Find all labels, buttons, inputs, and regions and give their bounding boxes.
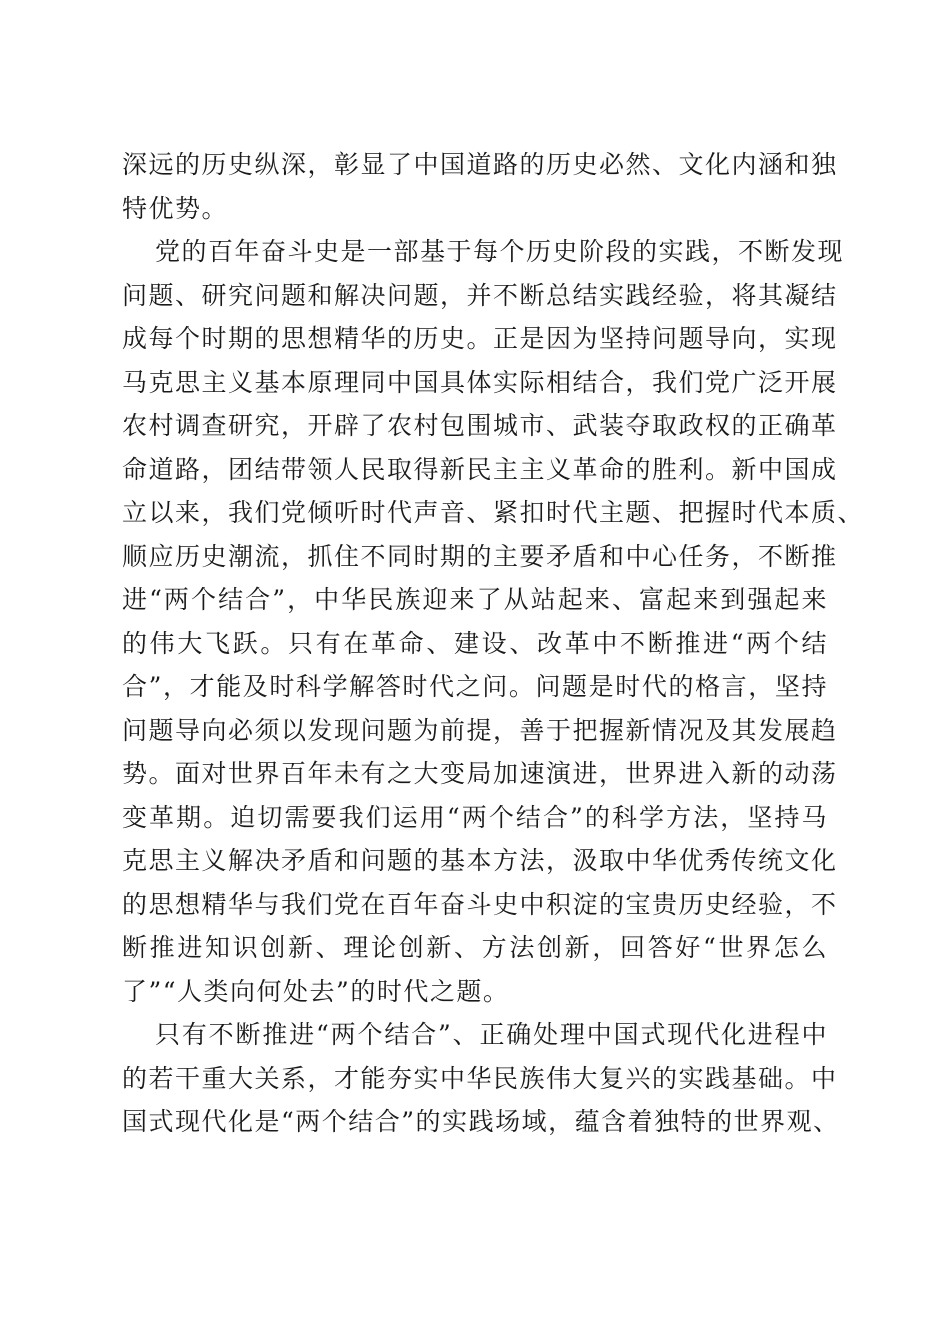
text-line: 的伟大飞跃。只有在革命、建设、改革中不断推进“两个结 [122,628,828,658]
text-line: 变革期。迫切需要我们运用“两个结合”的科学方法，坚持马 [122,802,828,832]
text-line: 了”“人类向何处去”的时代之题。 [122,976,510,1006]
document-body [122,143,865,1144]
text-line: 问题导向必须以发现问题为前提，善于把握新情况及其发展趋 [122,715,838,745]
paragraph-first-line: 党的百年奋斗史是一部基于每个历史阶段的实践，不断发现 [155,237,845,266]
text-line: 立以来，我们党倾听时代声音、紧扣时代主题、把握时代本质、 [122,498,865,527]
text-line: 农村调查研究，开辟了农村包围城市、武装夺取政权的正确革 [122,411,838,440]
text-line: 特优势。 [122,193,229,223]
text-line: 问题、研究问题和解决问题，并不断总结实践经验，将其凝结 [122,280,838,310]
paragraph-first-line: 只有不断推进“两个结合”、正确处理中国式现代化进程中 [155,1020,828,1049]
text-line: 克思主义解决矛盾和问题的基本方法，汲取中华优秀传统文化 [122,846,838,875]
text-line: 合”，才能及时科学解答时代之问。问题是时代的格言，坚持 [122,672,828,701]
text-line: 命道路，团结带领人民取得新民主主义革命的胜利。新中国成 [122,454,838,484]
text-line: 国式现代化是“两个结合”的实践场域，蕴含着独特的世界观、 [122,1107,840,1136]
text-line: 马克思主义基本原理同中国具体实际相结合，我们党广泛开展 [122,367,838,397]
text-line: 断推进知识创新、理论创新、方法创新，回答好“世界怎么 [122,933,828,962]
text-line: 的思想精华与我们党在百年奋斗史中积淀的宝贵历史经验，不 [122,889,838,919]
text-line: 的若干重大关系，才能夯实中华民族伟大复兴的实践基础。中 [122,1063,838,1093]
text-line: 进“两个结合”，中华民族迎来了从站起来、富起来到强起来 [122,585,828,614]
text-line: 深远的历史纵深，彰显了中国道路的历史必然、文化内涵和独 [122,150,838,179]
text-line: 成每个时期的思想精华的历史。正是因为坚持问题导向，实现 [122,324,838,353]
text-line: 顺应历史潮流，抓住不同时期的主要矛盾和中心任务，不断推 [122,541,838,571]
text-line: 势。面对世界百年未有之大变局加速演进，世界进入新的动荡 [122,759,838,788]
